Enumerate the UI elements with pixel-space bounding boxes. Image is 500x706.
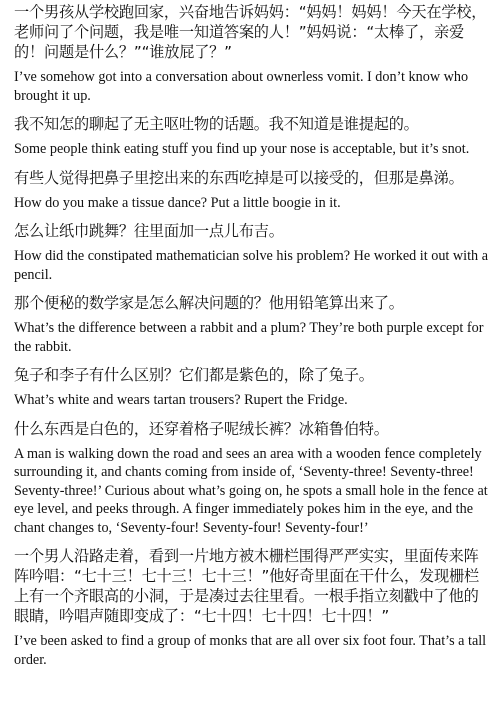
paragraph-en-6: What’s white and wears tartan trousers? Rupert the Fridge. (14, 392, 348, 408)
paragraph-zh-3: 有些人觉得把鼻子里挖出来的东西吃掉是可以接受的，但那是鼻涕。 (14, 168, 464, 187)
paragraph-en-3: How do you make a tissue dance? Put a little boogie in it. (14, 194, 341, 211)
document-page (14, 2, 492, 678)
paragraph-en-8: I’ve been asked to find a group of monks that are all over six foot four. That’s a tall order. (14, 633, 487, 668)
paragraph-en-2: Some people think eating stuff you find up your nose is acceptable, but it’s snot. (14, 141, 470, 157)
paragraph-en-1: I’ve somehow got into a conversation about ownerless vomit. I don’t know who brought it up. (14, 69, 469, 104)
paragraph-en-7: A man is walking down the road and sees an area with a wooden fence completely surrounding it, and chants coming from inside of, ‘Seventy-three! Seventy-three! Seventy-three!’ Curious about what’s going on, he spots a small hole in the fence at eye level, and peeks through. A finger immediately pokes him in the eye, and the chant changes to, ‘Seventy-four! Seventy-four! Seventy-four!’ (14, 445, 488, 536)
paragraph-zh-5: 那个便秘的数学家是怎么解决问题的？他用铅笔算出来了。 (14, 294, 404, 312)
paragraph-en-4: How did the constipated mathematician solve his problem? He worked it out with a pencil. (14, 248, 488, 283)
paragraph-zh-6: 兔子和李子有什么区别？它们都是紫色的，除了兔子。 (14, 366, 374, 384)
paragraph-zh-7: 什么东西是白色的，还穿着格子呢绒长裤？冰箱鲁伯特。 (14, 419, 389, 438)
paragraph-zh-1: 一个男孩从学校跑回家，兴奋地告诉妈妈：“妈妈！妈妈！今天在学校，老师问了个问题，我是唯一知道答案的人！”妈妈说：“太棒了，亲爱的！问题是什么？”“谁放屁了？” (14, 3, 487, 61)
paragraph-zh-4: 怎么让纸巾跳舞？往里面加一点儿布吉。 (14, 222, 284, 240)
paragraph-en-5: What’s the difference between a rabbit and a plum? They’re both purple except for the rabbit. (14, 320, 484, 355)
paragraph-zh-8: 一个男人沿路走着，看到一片地方被木栅栏围得严严实实，里面传来阵阵吟唱：“七十三！七十三！七十三！”他好奇里面在干什么，发现栅栏上有一个齐眼高的小洞，于是凑过去往里看。一根手指立刻戳中了他的眼睛，吟唱声随即变成了：“七十四！七十四！七十四！” (14, 547, 479, 625)
paragraph-zh-2: 我不知怎的聊起了无主呕吐物的话题。我不知道是谁提起的。 (14, 115, 419, 133)
